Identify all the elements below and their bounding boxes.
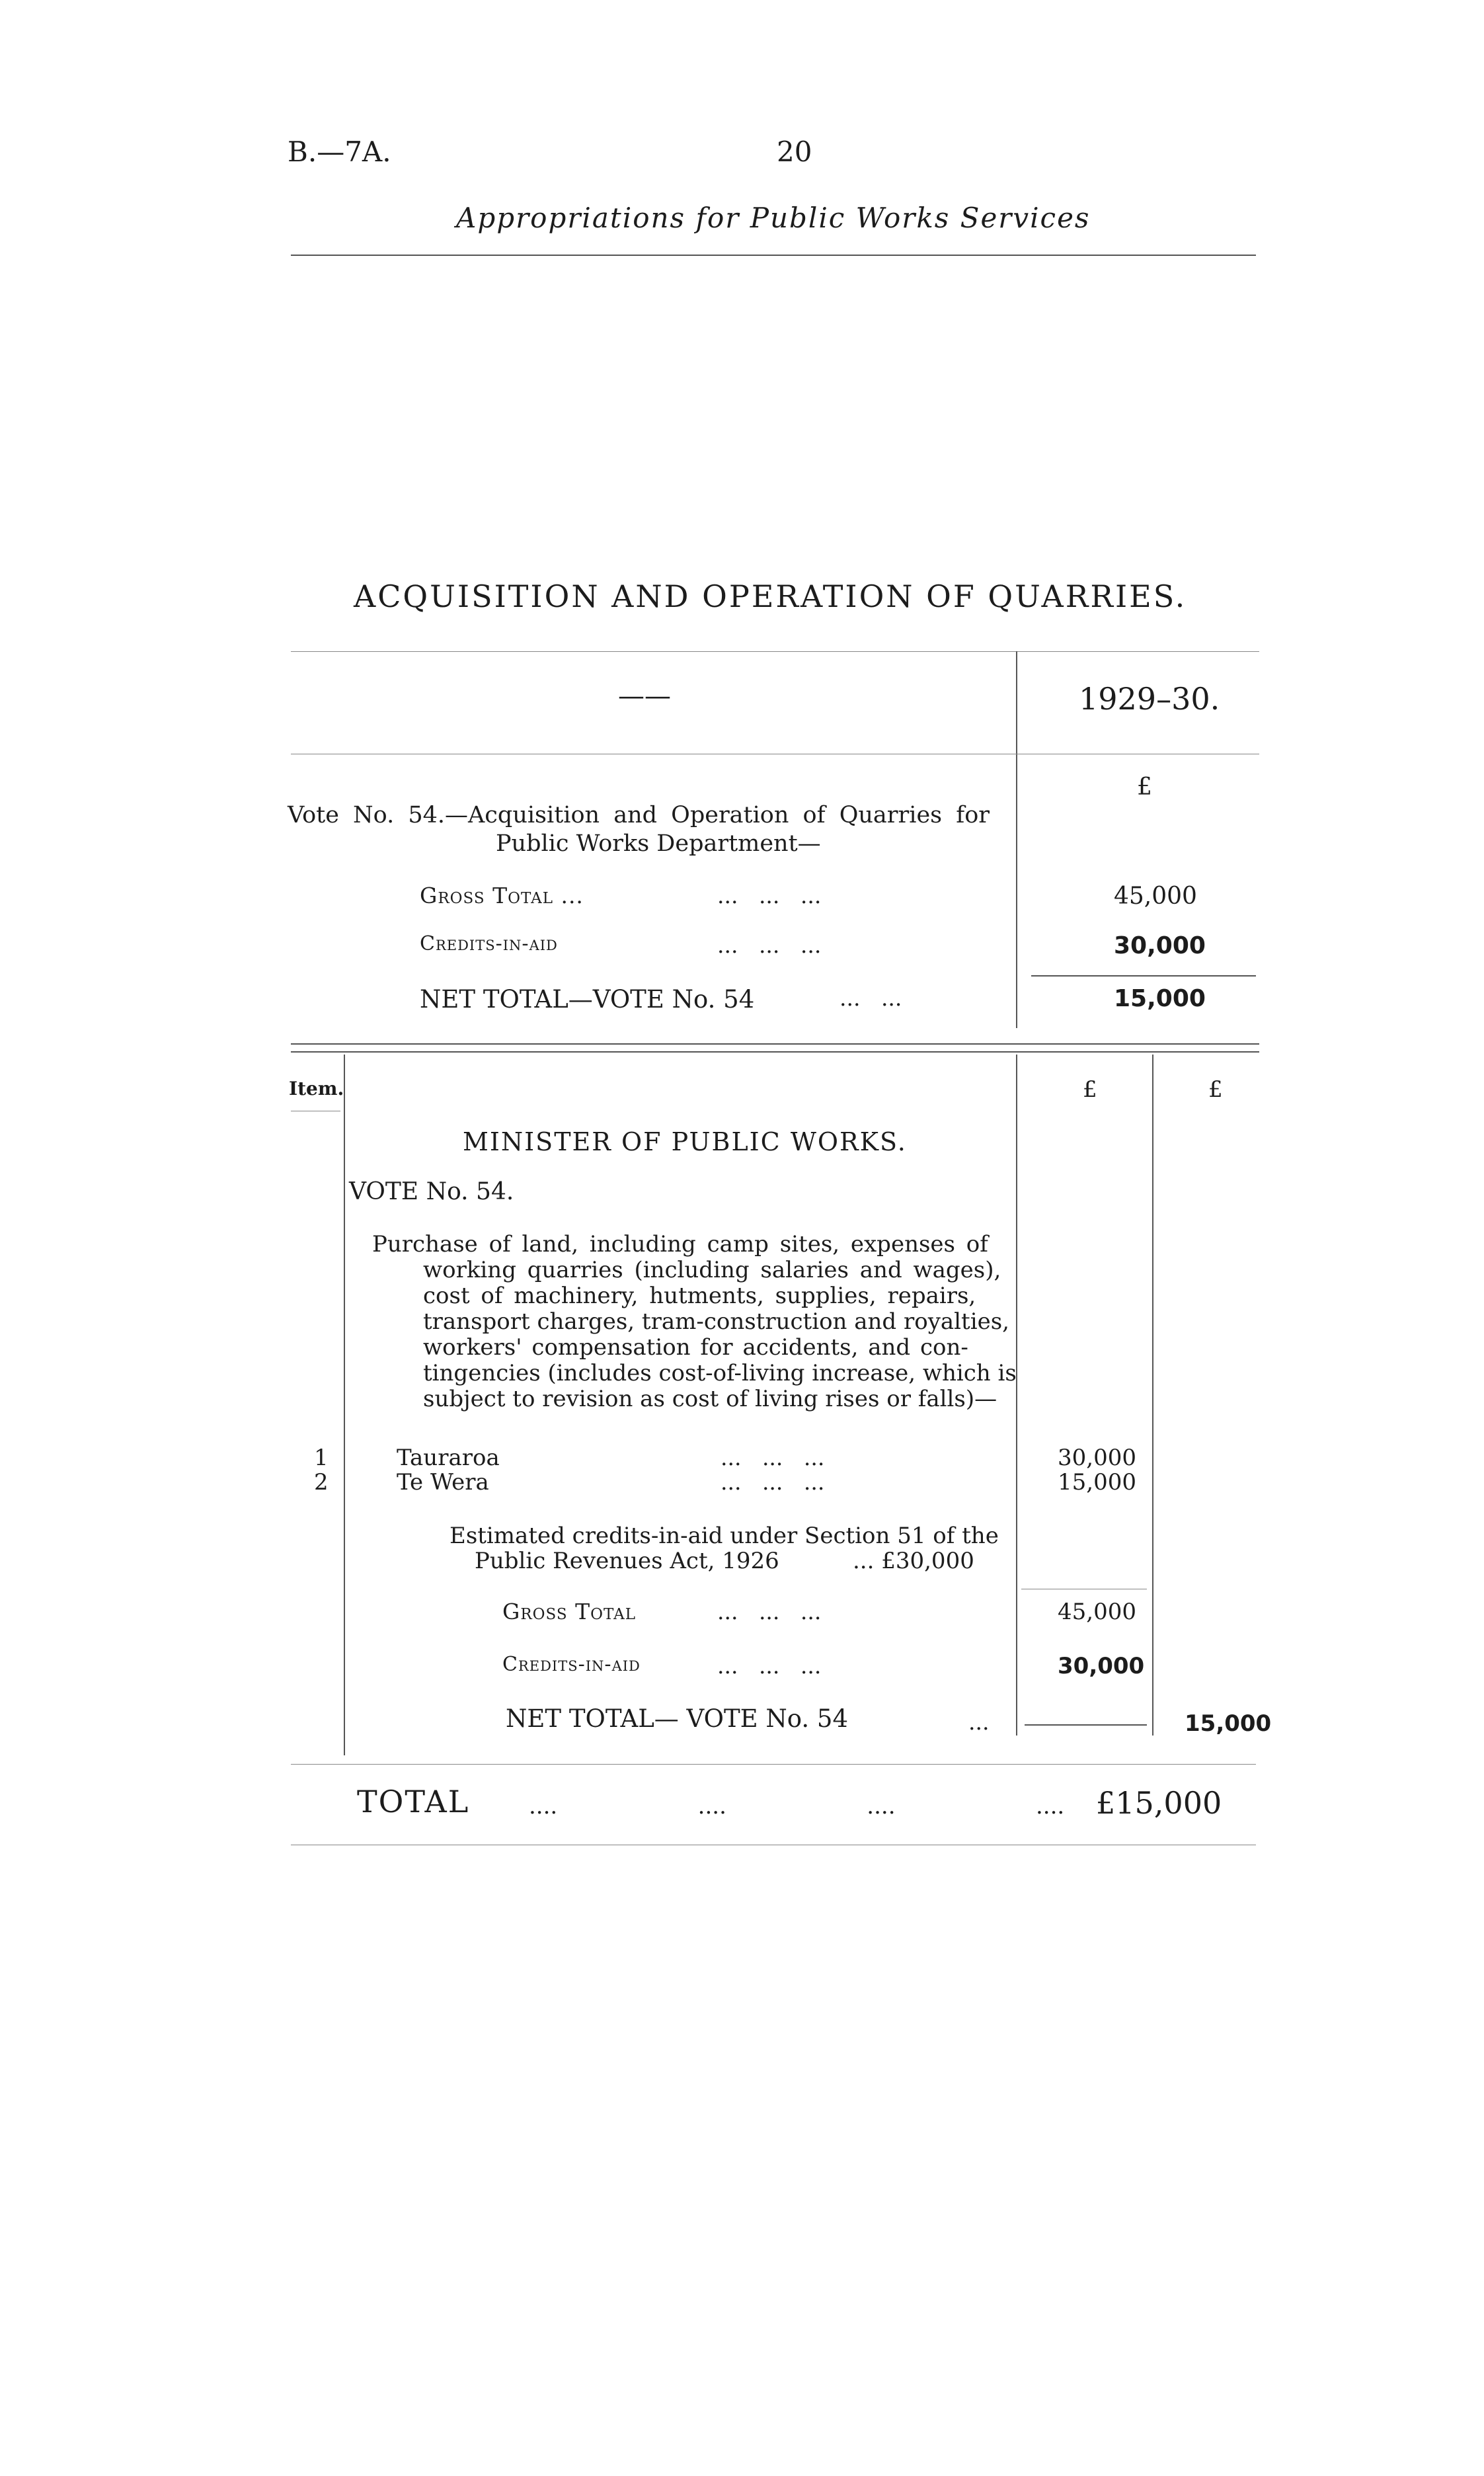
summary-top-rule bbox=[291, 651, 1259, 652]
detail-amount-divider-2 bbox=[1152, 1055, 1153, 1736]
grand-total-value: £15,000 bbox=[1096, 1785, 1222, 1821]
item-name: Te Wera bbox=[397, 1469, 489, 1496]
grand-total-dots: .... .... .... .... bbox=[529, 1793, 1065, 1819]
gross-total-dots: ... ... ... bbox=[717, 1599, 822, 1624]
net-total-dash bbox=[1025, 1724, 1147, 1726]
item-amount: 30,000 bbox=[1058, 1445, 1136, 1471]
summary-gross-total-dots: ... ... ... bbox=[717, 883, 822, 908]
credits-in-aid-label: Credits-in-aid bbox=[502, 1653, 641, 1676]
summary-blank-header: —— bbox=[618, 681, 671, 711]
item-number: 2 bbox=[314, 1469, 329, 1496]
credits-note-amount: ... £30,000 bbox=[853, 1548, 974, 1574]
summary-subtotal-rule bbox=[1031, 975, 1256, 977]
credits-note-line1: Estimated credits-in-aid under Section 51 of the bbox=[449, 1523, 999, 1549]
vote-description-line: subject to revision as cost of living rises or falls)— bbox=[423, 1386, 997, 1412]
vote-description-line: transport charges, tram-construction and royalties, bbox=[423, 1308, 1009, 1335]
summary-credits-dots: ... ... ... bbox=[717, 932, 822, 958]
net-total-dots: ... bbox=[968, 1709, 990, 1735]
vote-description-line: tingencies (includes cost-of-living increase, which is bbox=[423, 1360, 1017, 1386]
credits-in-aid-dots: ... ... ... bbox=[717, 1653, 822, 1679]
summary-net-total-value: 15,000 bbox=[1114, 985, 1206, 1012]
vote-description-line: cost of machinery, hutments, supplies, repairs, bbox=[423, 1283, 976, 1309]
detail-amount-divider-1 bbox=[1016, 1055, 1017, 1736]
credits-in-aid-value: 30,000 bbox=[1058, 1653, 1145, 1679]
amount-currency-1: £ bbox=[1083, 1076, 1097, 1103]
summary-gross-total-value: 45,000 bbox=[1114, 883, 1197, 910]
net-total-value: 15,000 bbox=[1185, 1710, 1272, 1737]
gross-total-label: Gross Total bbox=[502, 1599, 636, 1624]
summary-year-header: 1929–30. bbox=[1079, 681, 1220, 717]
summary-gross-total-label: Gross Total ... bbox=[420, 883, 584, 908]
grand-total-label: TOTAL bbox=[357, 1784, 470, 1819]
vote-label-line2: Public Works Department— bbox=[496, 830, 821, 857]
credits-note-line2: Public Revenues Act, 1926 bbox=[475, 1548, 779, 1574]
summary-currency: £ bbox=[1137, 774, 1152, 801]
summary-net-total-label: NET TOTAL—VOTE No. 54 bbox=[420, 985, 755, 1014]
summary-column-divider bbox=[1016, 651, 1017, 1028]
detail-bottom-rule bbox=[291, 1764, 1256, 1765]
summary-credits-value: 30,000 bbox=[1114, 932, 1206, 959]
summary-credits-label: Credits-in-aid bbox=[420, 932, 558, 955]
item-dots: ... ... ... bbox=[721, 1469, 825, 1495]
header-rule bbox=[291, 255, 1256, 256]
detail-top-rule-double bbox=[291, 1051, 1259, 1053]
vote-label-line1: Vote No. 54.—Acquisition and Operation of Quarries for bbox=[288, 802, 990, 828]
amount-currency-2: £ bbox=[1208, 1076, 1223, 1103]
vote-description-line: working quarries (including salaries and wages), bbox=[423, 1257, 1001, 1283]
item-name: Tauraroa bbox=[397, 1445, 500, 1471]
minister-heading: MINISTER OF PUBLIC WORKS. bbox=[463, 1127, 907, 1156]
net-total-label: NET TOTAL— VOTE No. 54 bbox=[506, 1704, 848, 1733]
item-column-header: Item. bbox=[289, 1078, 344, 1099]
document-reference: B.—7A. bbox=[288, 136, 391, 168]
gross-total-value: 45,000 bbox=[1058, 1599, 1136, 1625]
item-number: 1 bbox=[314, 1445, 329, 1471]
vote-description-line: Purchase of land, including camp sites, expenses of bbox=[372, 1231, 988, 1258]
detail-item-divider bbox=[344, 1055, 345, 1755]
vote-description-line: workers' compensation for accidents, and con- bbox=[423, 1334, 968, 1361]
section-title: ACQUISITION AND OPERATION OF QUARRIES. bbox=[354, 579, 1187, 614]
running-title: Appropriations for Public Works Services bbox=[456, 202, 1091, 234]
detail-top-rule bbox=[291, 1043, 1259, 1045]
item-amount: 15,000 bbox=[1058, 1469, 1136, 1496]
summary-net-total-dots: ... ... bbox=[840, 985, 902, 1011]
vote-heading: VOTE No. 54. bbox=[349, 1178, 514, 1205]
item-dots: ... ... ... bbox=[721, 1445, 825, 1470]
page-number: 20 bbox=[777, 136, 812, 168]
